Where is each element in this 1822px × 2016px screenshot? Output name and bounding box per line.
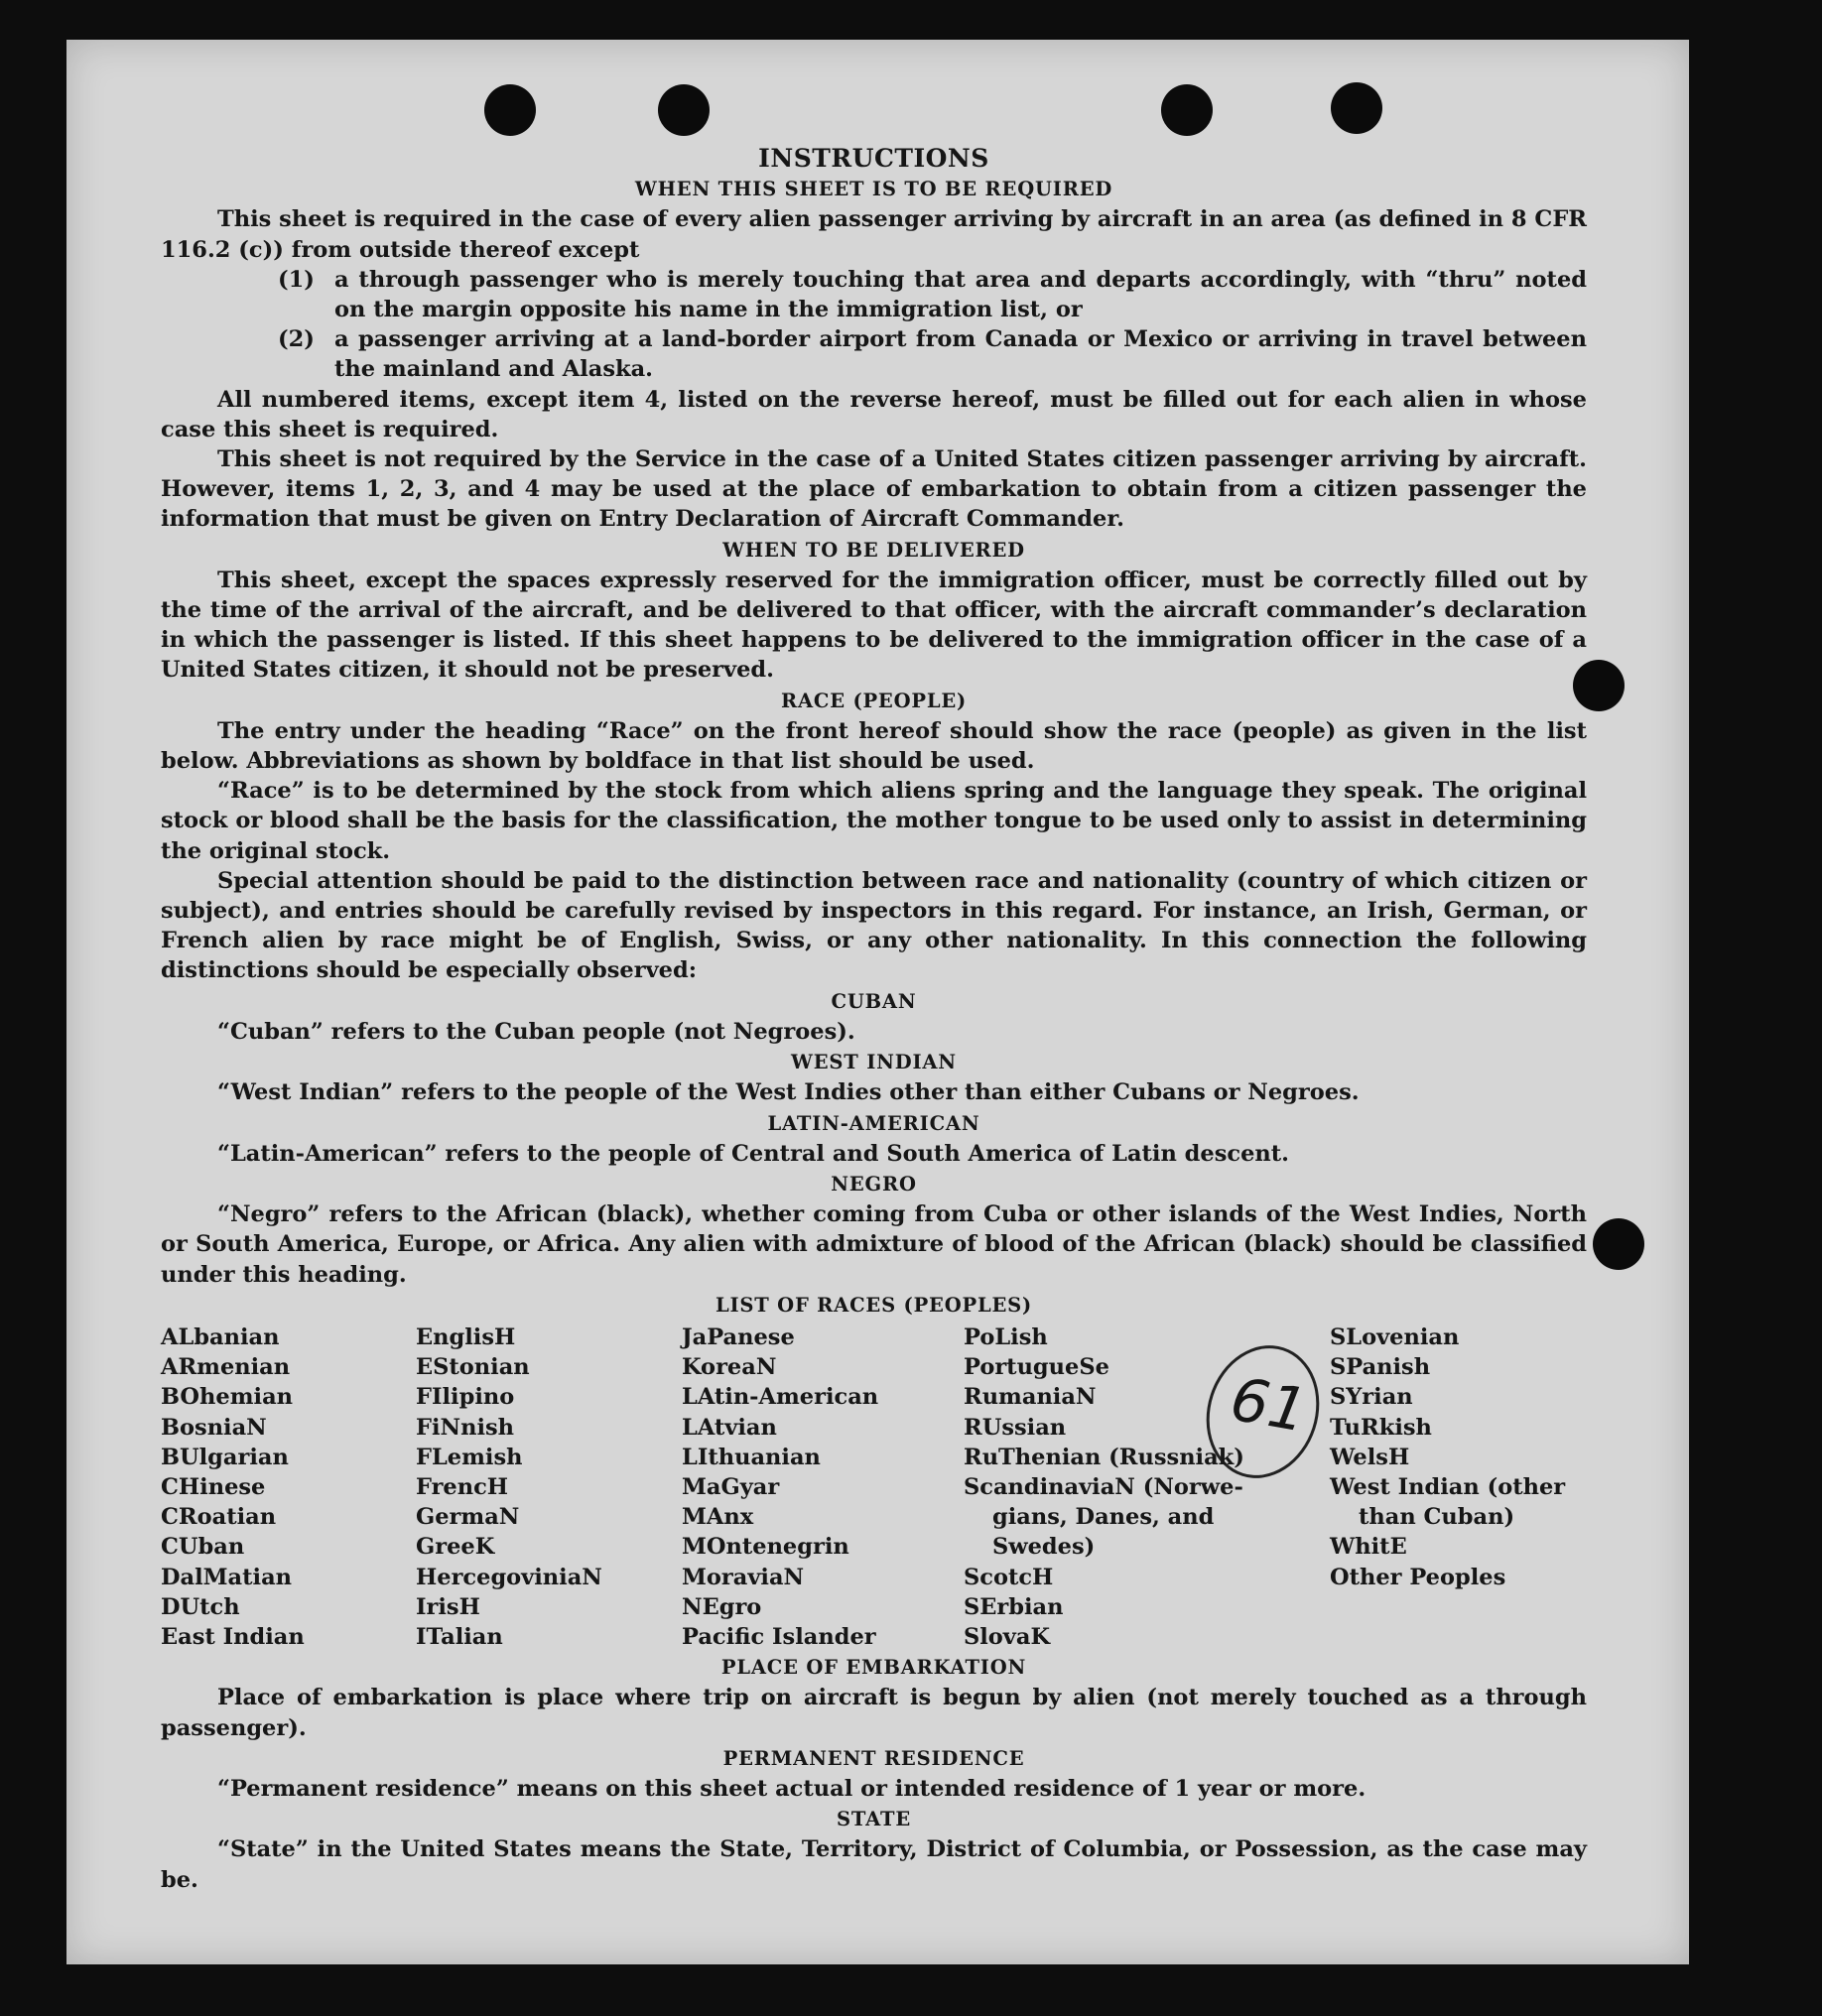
race-entry: JaPanese <box>682 1323 795 1350</box>
margin-annotation: 61 <box>1225 1364 1313 1447</box>
race-entry: ScotcH <box>964 1564 1054 1590</box>
paragraph: “Permanent residence” means on this sheet actual or intended residence of 1 year or more. <box>217 1775 1366 1802</box>
race-entry: IrisH <box>416 1593 480 1620</box>
instructions-body <box>161 144 1587 1895</box>
paragraph: The entry under the heading “Race” on the front hereof should show the race (people) as given in the list below. Abbreviations as shown by boldface in that list should be used. <box>161 717 1587 775</box>
race-column <box>161 1323 416 1652</box>
section-heading: PLACE OF EMBARKATION <box>720 1656 1027 1680</box>
race-entry: BUlgarian <box>161 1444 289 1470</box>
punch-hole <box>658 84 710 136</box>
race-entry: FrencH <box>416 1473 509 1500</box>
race-entry: SErbian <box>964 1593 1064 1620</box>
race-entry: HercegoviniaN <box>416 1564 602 1590</box>
list-item <box>161 265 1587 324</box>
section-heading: LIST OF RACES (PEOPLES) <box>715 1293 1033 1317</box>
race-entry: PortugueSe <box>964 1354 1109 1381</box>
race-column <box>964 1323 1330 1652</box>
paragraph: This sheet, except the spaces expressly reserved for the immigration officer, must be correctly filled out by the time of the arrival of the aircraft, and be delivered to that officer, with the aircraft commander’s declaration in which the passenger is listed. If this sheet happens to be delivered to the immigration officer in the case of a United States citizen, it should not be preserved. <box>161 567 1587 684</box>
section-heading: PERMANENT RESIDENCE <box>722 1746 1025 1770</box>
race-entry: SYrian <box>1330 1384 1413 1411</box>
race-entry: RuThenian (Russniak) <box>964 1444 1244 1470</box>
race-entry: ITalian <box>416 1623 503 1650</box>
race-column <box>416 1323 682 1652</box>
race-entry: West Indian (other <box>1330 1473 1566 1500</box>
race-entry: BOhemian <box>161 1384 294 1411</box>
race-entry-continued: gians, Danes, and <box>992 1504 1215 1531</box>
race-entry: PoLish <box>964 1323 1048 1350</box>
race-entry-continued: Swedes) <box>992 1534 1096 1561</box>
race-entry: EnglisH <box>416 1323 516 1350</box>
race-entry: DalMatian <box>161 1564 293 1590</box>
race-entry: SPanish <box>1330 1354 1431 1381</box>
race-entry: ALbanian <box>161 1323 280 1350</box>
race-entry-continued: than Cuban) <box>1359 1504 1515 1531</box>
punch-hole <box>1331 82 1382 134</box>
paragraph: Special attention should be paid to the distinction between race and nationality (country of which citizen or subject), and entries should be carefully revised by inspectors in this regard. For instance, an Irish, German, or French alien by race might be of English, Swiss, or any other nationality. In this connection the following distinctions should be especially observed: <box>161 867 1587 984</box>
punch-hole <box>1161 84 1213 136</box>
race-entry: East Indian <box>161 1623 305 1650</box>
punch-hole <box>484 84 536 136</box>
race-entry: GreeK <box>416 1534 495 1561</box>
paragraph: All numbered items, except item 4, listed on the reverse hereof, must be filled out for each alien in whose case this sheet is required. <box>161 386 1587 442</box>
race-entry: FiNnish <box>416 1414 515 1441</box>
item-number: (1) <box>278 266 315 293</box>
race-entry: CHinese <box>161 1473 266 1500</box>
page-title: INSTRUCTIONS <box>758 144 989 173</box>
race-entry: WelsH <box>1330 1444 1410 1470</box>
race-entry: DUtch <box>161 1593 240 1620</box>
paragraph: Place of embarkation is place where trip on aircraft is begun by alien (not merely touched as a through passenger). <box>161 1685 1587 1741</box>
race-entry: BosniaN <box>161 1414 267 1441</box>
race-entry: WhitE <box>1330 1534 1407 1561</box>
section-heading: WHEN THIS SHEET IS TO BE REQUIRED <box>634 178 1113 201</box>
race-entry: NEgro <box>682 1593 762 1620</box>
race-entry: ARmenian <box>161 1354 291 1381</box>
section-heading: RACE (PEOPLE) <box>780 689 968 712</box>
race-entry: RUssian <box>964 1414 1067 1441</box>
race-column <box>1330 1323 1587 1652</box>
race-entry: Pacific Islander <box>682 1623 876 1650</box>
item-text: a through passenger who is merely touching that area and departs accordingly, with “thru” noted on the margin opposite his name in the immigration list, or <box>334 266 1587 323</box>
race-entry: FIlipino <box>416 1384 515 1411</box>
race-entry: LAtin-American <box>682 1384 879 1411</box>
list-item <box>161 324 1587 384</box>
race-entry: MaGyar <box>682 1473 780 1500</box>
section-heading: WEST INDIAN <box>791 1051 957 1074</box>
race-entry: ScandinaviaN (Norwe- <box>964 1473 1243 1500</box>
item-text: a passenger arriving at a land-border airport from Canada or Mexico or arriving in travel between the mainland and Alaska. <box>334 326 1587 383</box>
document-sheet <box>66 40 1689 1964</box>
section-heading: LATIN-AMERICAN <box>767 1111 980 1135</box>
paragraph: This sheet is not required by the Service in the case of a United States citizen passenger arriving by aircraft. However, items 1, 2, 3, and 4 may be used at the place of embarkation to obtain from a citizen passenger the information that must be given on Entry Declaration of Aircraft Commander. <box>161 446 1587 533</box>
race-entry: LIthuanian <box>682 1444 821 1470</box>
race-entry: LAtvian <box>682 1414 777 1441</box>
race-list <box>161 1323 1587 1652</box>
race-entry: CUban <box>161 1534 245 1561</box>
paragraph: “State” in the United States means the State, Territory, District of Columbia, or Possession, as the case may be. <box>161 1836 1587 1893</box>
paragraph: “West Indian” refers to the people of the West Indies other than either Cubans or Negroes. <box>217 1079 1360 1106</box>
paragraph: “Race” is to be determined by the stock from which aliens spring and the language they speak. The original stock or blood shall be the basis for the classification, the mother tongue to be used only to assist in determining the original stock. <box>161 778 1587 864</box>
race-entry: MoraviaN <box>682 1564 805 1590</box>
race-entry: MOntenegrin <box>682 1534 849 1561</box>
race-entry: SlovaK <box>964 1623 1051 1650</box>
race-entry: GermaN <box>416 1504 520 1531</box>
race-entry: CRoatian <box>161 1504 277 1531</box>
paragraph: “Latin-American” refers to the people of Central and South America of Latin descent. <box>217 1140 1289 1167</box>
race-entry: KoreaN <box>682 1354 777 1381</box>
section-heading: WHEN TO BE DELIVERED <box>722 538 1025 562</box>
item-number: (2) <box>278 326 315 353</box>
section-heading: CUBAN <box>831 989 917 1013</box>
race-entry: TuRkish <box>1330 1414 1432 1441</box>
race-entry: MAnx <box>682 1504 754 1531</box>
race-entry: FLemish <box>416 1444 523 1470</box>
section-heading: STATE <box>837 1808 911 1831</box>
paragraph: This sheet is required in the case of every alien passenger arriving by aircraft in an area (as defined in 8 CFR 116.2 (c)) from outside thereof except <box>161 206 1587 263</box>
race-column <box>682 1323 964 1652</box>
race-entry: SLovenian <box>1330 1323 1460 1350</box>
section-heading: NEGRO <box>831 1172 917 1196</box>
race-entry: RumaniaN <box>964 1384 1097 1411</box>
paragraph: “Cuban” refers to the Cuban people (not Negroes). <box>217 1018 855 1045</box>
race-entry: Other Peoples <box>1330 1564 1506 1590</box>
punch-hole <box>1593 1218 1644 1270</box>
race-entry: EStonian <box>416 1354 530 1381</box>
paragraph: “Negro” refers to the African (black), whether coming from Cuba or other islands of the West Indies, North or South America, Europe, or Africa. Any alien with admixture of blood of the African (black) should be classified under this heading. <box>161 1201 1587 1288</box>
